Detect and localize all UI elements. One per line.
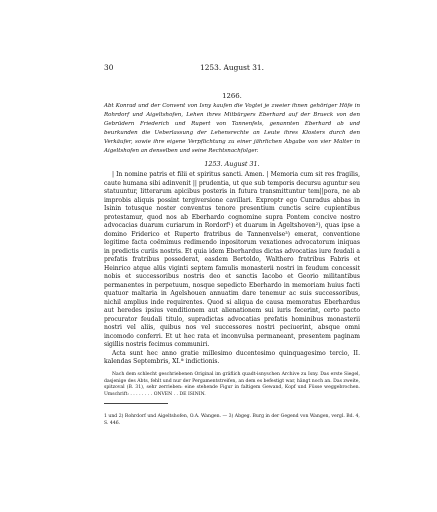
regest-summary: Abt Konrad und der Convent von Isny kaufen die Vogtei je zweier ihnen gehöriger Höfe in Rohrdorf und Aigeltshofen, Lehen ihres Mitbürgers Eberhard auf der Brueck von den Gebrüdern Friederich und Rupert von Tannenfels, genannten Eberhard ab und beurkunden die Ueberlassung der Lehensrechte an Leute ihres Klosters durch den Verkäufer, sowie ihre eigene Verpflichtung zu einer jährlichen Abgabe von vier Malter in Aigeltshofen an denselben und seine Rechtsnachfolger. bbox=[104, 103, 360, 154]
archival-note-text: Nach dem schlecht geschriebenen Original im gräflich quadt-isnyschen Archive zu Isny. Das erste Siegel, dasjenige des Abts, fehlt und nur der Pergamentstreifen, an dem es befestigt war, hängt noch an. Das zweite, spitzoval (B. 31), sehr zerrieben: eine stehende Figur in faltigem Gewand, Kopf und Füsse weggebrochen. Umschrift: . . . . . . . . ONVEN . . DE ISININ. bbox=[104, 371, 360, 397]
archival-note bbox=[104, 372, 360, 398]
footnote: 1 und 2) Rohrdorf und Aigeltshofen, O.A. Wangen. — 3) Abgeg. Burg in der Gegend von Wangen, vergl. Bd. 4, S. 446. bbox=[104, 414, 360, 427]
page-content bbox=[104, 62, 360, 428]
footnote-divider bbox=[104, 403, 168, 404]
charter-text bbox=[104, 171, 360, 367]
running-title: 1253. August 31. bbox=[200, 63, 264, 72]
document-number: 1266. bbox=[222, 92, 242, 100]
page-header bbox=[104, 62, 360, 74]
charter-paragraph: Acta sunt hec anno gratie millesimo ducentesimo quinquagesimo tercio, II. kalendas Septembris, XI.ª indictionis. bbox=[104, 349, 360, 366]
document-date: 1253. August 31. bbox=[204, 160, 260, 169]
page-number: 30 bbox=[104, 63, 114, 72]
charter-paragraph: | In nomine patris et filii et spiritus sancti. Amen. | Memoria cum sit res fragilis, caute humana sibi adinvenit || prudentia, ut que sub temporis decursu aguntur seu statuuntur, litterarum apicibus posteris in futura transmittuntur tem||pora, ne ab improbis aliquis possint tergiversione cavillari. Exproptr ego Cunradus abbas in Isinin totusque noster conventus tenore presentium cunctis scire cupientibus protestamur, quod nos ab Eberhardo cognomine supra Pontem concive nostro advocacias duarum curiarum in Rordorf¹) et duarum in Ageltshoven²), quas ipse a domino Friderico et Ruperto fratribus de Tannenvelse³) emerat, conventione legitime facta coëmimus redimendo inpositorum vexationes advocatorum iniquas in predictis curiis nostris. Et quia idem Eberhardus dictas advocatias iure feudali a prefatis fratribus possederat, easdem Bertoldo, Walthero fratribus Fabris et Heinrico atque alüs viginti septem famulis monasterii nostri in feudum concessit nobis et successoribus nostris deo et sanctis Iacobo et Georio militantibus permanentes in perpetuum, nosque sepedicto Eberhardo in memoriam huius facti quatuor maltaria in Agelshouen annuatim dare tenemur ac suis successoribus, nichil amplius inde requirentes. Quod si aliqua de causa memoratus Eberhardus aut heredes ipsius venditionem aut alienationem sui iuris fecerint, certo pacto procurator feudali titulo, supradictas advocatias prefatis hominibus monasterii nostri vel aliis, quibus nos vel successores nostri peciuerint, absque omni incomodo conferri. Et ut hec rata et inconvulsa permaneant, presentem paginam sigillis nostris fecimus communiri. bbox=[104, 171, 360, 349]
